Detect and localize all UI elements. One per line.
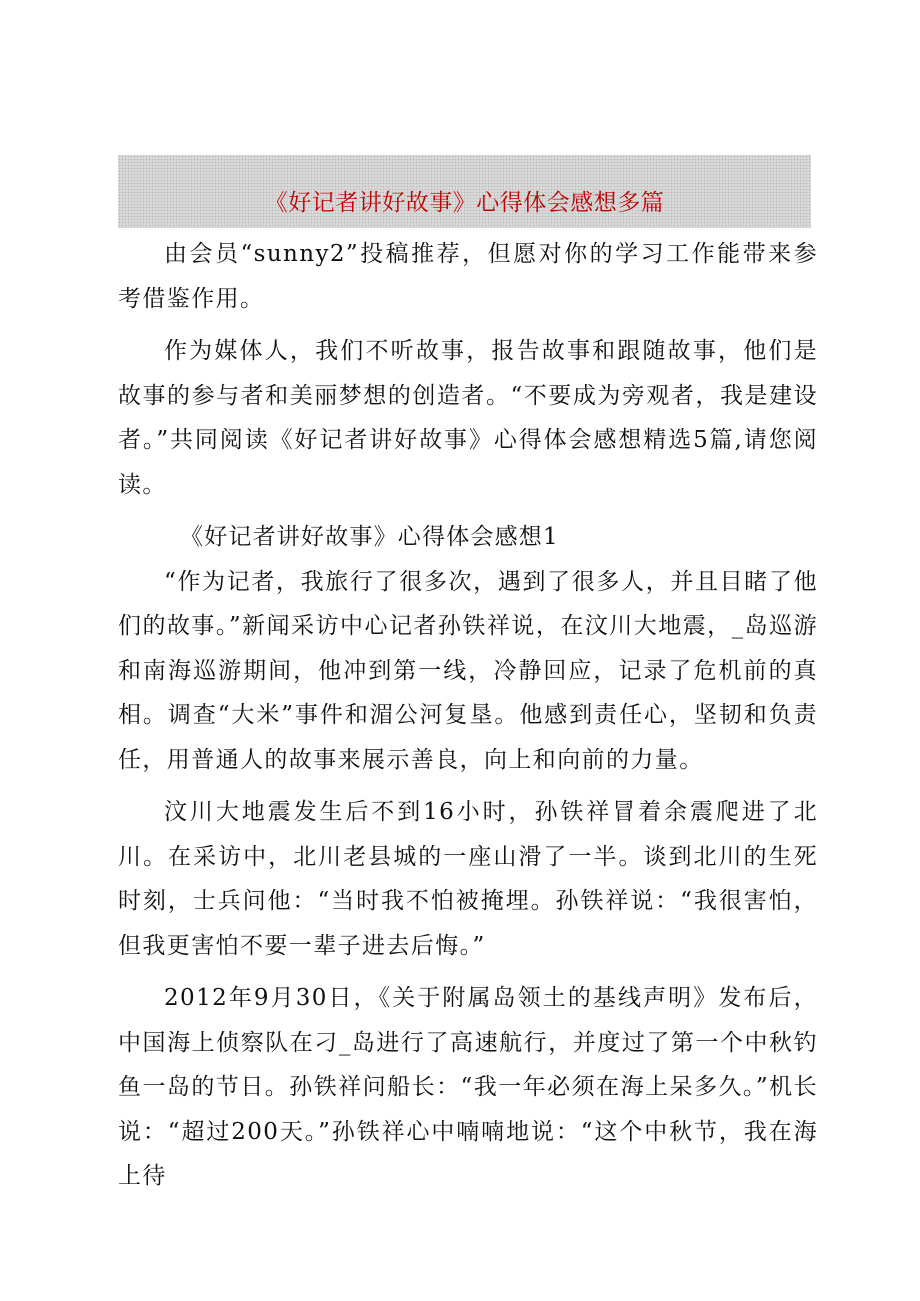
intro-paragraph: 作为媒体人，我们不听故事，报告故事和跟随故事，他们是故事的参与者和美丽梦想的创造者。“不要成为旁观者，我是建设者。”共同阅读《好记者讲好故事》心得体会感想精选5篇,请您阅读。 [118, 338, 818, 498]
section-heading: 《好记者讲好故事》心得体会感想1 [180, 524, 559, 550]
intro-paragraph: 由会员“sunny2”投稿推荐，但愿对你的学习工作能带来参考借鉴作用。 [118, 241, 818, 312]
body-paragraph: 汶川大地震发生后不到16小时，孙铁祥冒着余震爬进了北川。在采访中，北川老县城的一座山滑了一半。谈到北川的生死时刻，士兵问他：“当时我不怕被掩埋。孙铁祥说：“我很害怕，但我更害怕不要一辈子进去后悔。” [118, 799, 818, 959]
document-title: 《好记者讲好故事》心得体会感想多篇 [264, 190, 665, 216]
body-paragraph: 2012年9月30日，《关于附属岛领土的基线声明》发布后，中国海上侦察队在刁_岛进行了高速航行，并度过了第一个中秋钓鱼一岛的节日。孙铁祥问船长：“我一年必须在海上呆多久。”机长说：“超过200天。”孙铁祥心中喃喃地说：“这个中秋节，我在海上待 [118, 985, 818, 1189]
title-banner [118, 155, 811, 228]
body-paragraph: “作为记者，我旅行了很多次，遇到了很多人，并且目睹了他们的故事。”新闻采访中心记者孙铁祥说，在汶川大地震，_岛巡游和南海巡游期间，他冲到第一线，冷静回应，记录了危机前的真相。调查“大米”事件和湄公河复垦。他感到责任心，坚韧和负责任，用普通人的故事来展示善良，向上和向前的力量。 [118, 568, 818, 773]
document-body [118, 232, 818, 1199]
